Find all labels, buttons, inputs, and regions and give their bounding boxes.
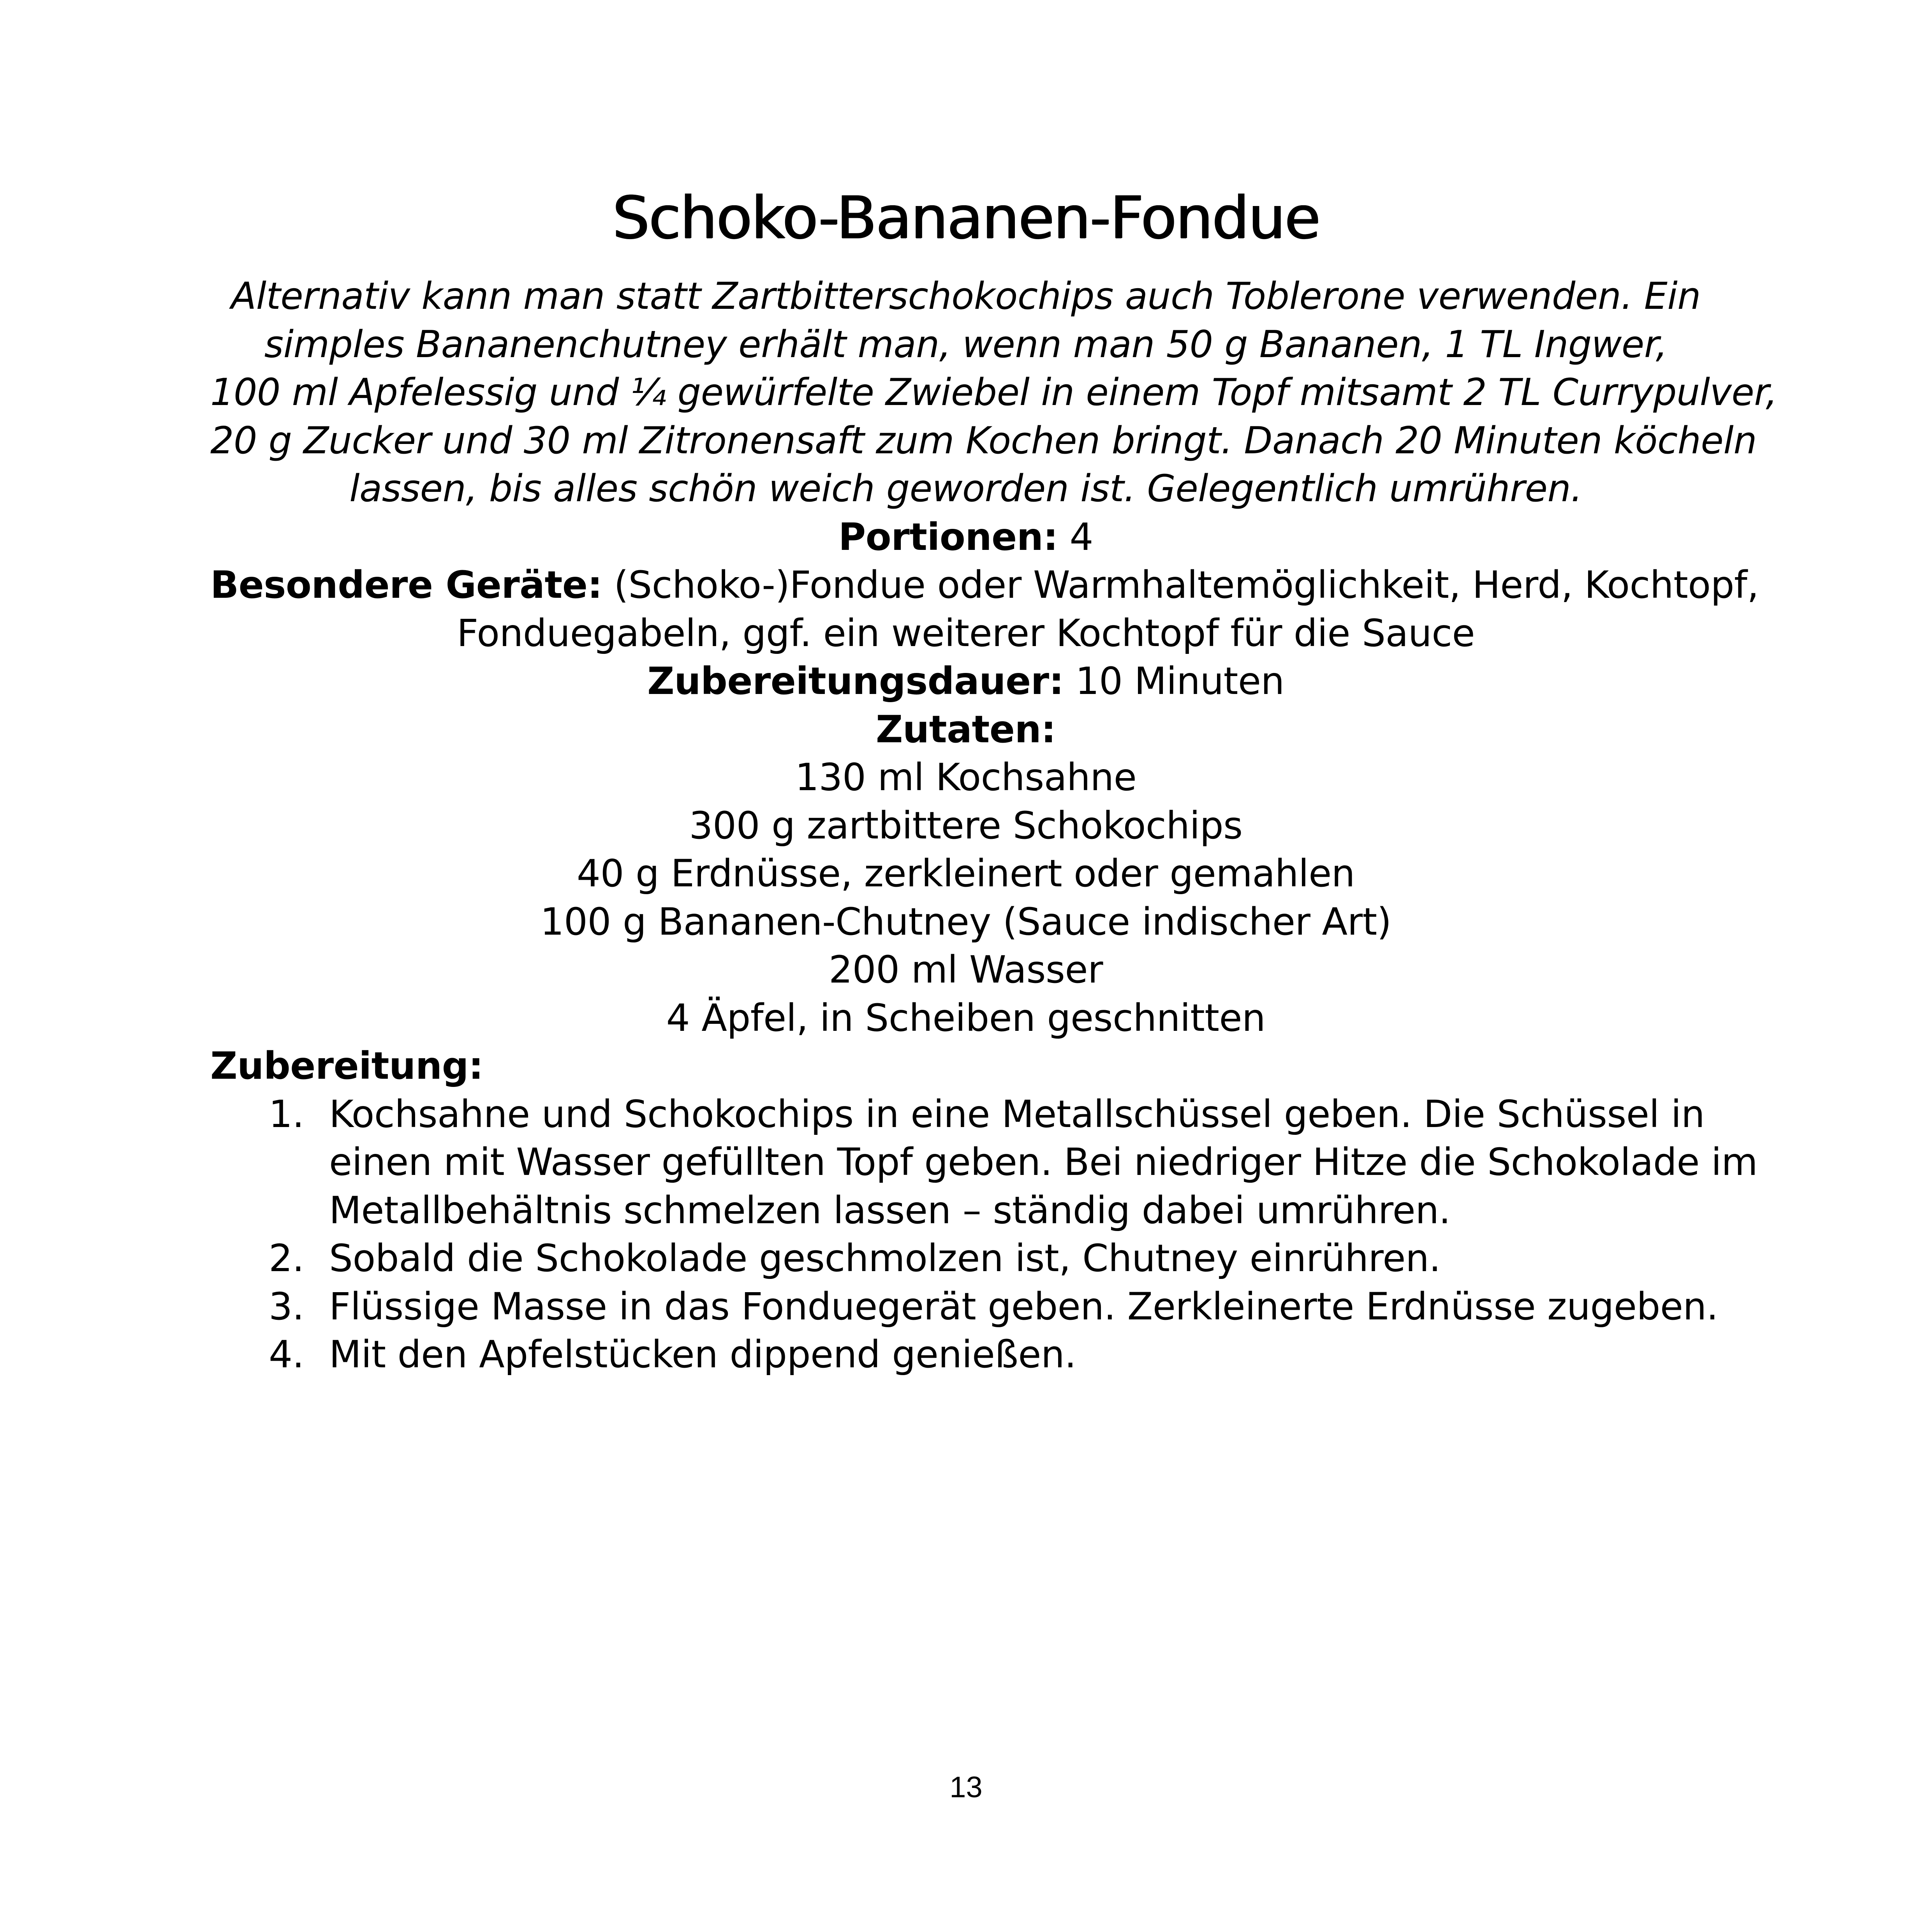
intro-line: Alternativ kann man statt Zartbitterschokochips auch Toblerone verwenden. Ein <box>231 275 1701 318</box>
step-text <box>329 1331 1721 1379</box>
ingredient-item: 130 ml Kochsahne <box>795 756 1137 799</box>
preparation-step <box>210 1283 1721 1331</box>
duration-value: 10 Minuten <box>1064 659 1284 703</box>
step-line: Mit den Apfelstücken dippend genießen. <box>329 1333 1076 1376</box>
step-number: 2. <box>269 1236 304 1280</box>
step-text <box>329 1235 1721 1283</box>
ingredients-list <box>210 754 1721 1042</box>
recipe-content <box>210 273 1777 1379</box>
portions-line <box>210 513 1721 562</box>
preparation-step <box>210 1090 1758 1235</box>
ingredient-item: 100 g Bananen-Chutney (Sauce indischer Art) <box>540 900 1391 944</box>
duration-label: Zubereitungsdauer: <box>647 659 1064 703</box>
ingredient-item: 40 g Erdnüsse, zerkleinert oder gemahlen <box>576 852 1355 895</box>
step-line: einen mit Wasser gefüllten Topf geben. Bei niedriger Hitze die Schokolade im <box>329 1140 1758 1184</box>
step-text <box>329 1283 1721 1331</box>
ingredient-item: 200 ml Wasser <box>828 948 1103 992</box>
step-text <box>329 1090 1758 1235</box>
step-number: 4. <box>269 1333 304 1376</box>
portions-value: 4 <box>1058 515 1094 559</box>
preparation-step <box>210 1235 1721 1283</box>
step-line: Metallbehältnis schmelzen lassen – ständig dabei umrühren. <box>329 1188 1451 1232</box>
step-number: 3. <box>269 1284 304 1328</box>
step-line: Kochsahne und Schokochips in eine Metallschüssel geben. Die Schüssel in <box>329 1092 1705 1136</box>
equipment-block <box>210 561 1759 657</box>
intro-line: simples Bananenchutney erhält man, wenn man 50 g Bananen, 1 TL Ingwer, <box>264 323 1668 366</box>
equipment-value-continued: Fonduegabeln, ggf. ein weiterer Kochtopf für die Sauce <box>456 611 1475 655</box>
portions-label: Portionen: <box>838 515 1058 559</box>
page-number: 13 <box>949 1771 983 1804</box>
recipe-title: Schoko-Bananen-Fondue <box>612 184 1320 252</box>
preparation-step <box>210 1331 1721 1379</box>
duration-line <box>210 657 1721 706</box>
equipment-value: (Schoko-)Fondue oder Warmhaltemöglichkeit, Herd, Kochtopf, <box>602 563 1759 607</box>
intro-line: lassen, bis alles schön weich geworden ist. Gelegentlich umrühren. <box>349 467 1582 510</box>
equipment-label: Besondere Geräte: <box>210 563 602 607</box>
preparation-heading: Zubereitung: <box>210 1044 483 1088</box>
ingredient-item: 300 g zartbittere Schokochips <box>689 803 1243 847</box>
intro-line: 20 g Zucker und 30 ml Zitronensaft zum Kochen bringt. Danach 20 Minuten köcheln <box>210 419 1757 462</box>
equipment-line <box>210 561 1759 609</box>
step-line: Sobald die Schokolade geschmolzen ist, Chutney einrühren. <box>329 1236 1441 1280</box>
recipe-intro <box>210 273 1777 513</box>
preparation-steps <box>210 1090 1758 1379</box>
ingredients-heading: Zutaten: <box>875 707 1056 751</box>
intro-line: 100 ml Apfelessig und ¼ gewürfelte Zwiebel in einem Topf mitsamt 2 TL Currypulver, <box>210 371 1777 414</box>
step-line: Flüssige Masse in das Fonduegerät geben. Zerkleinerte Erdnüsse zugeben. <box>329 1284 1718 1328</box>
ingredient-item: 4 Äpfel, in Scheiben geschnitten <box>666 996 1266 1040</box>
step-number: 1. <box>269 1092 304 1136</box>
